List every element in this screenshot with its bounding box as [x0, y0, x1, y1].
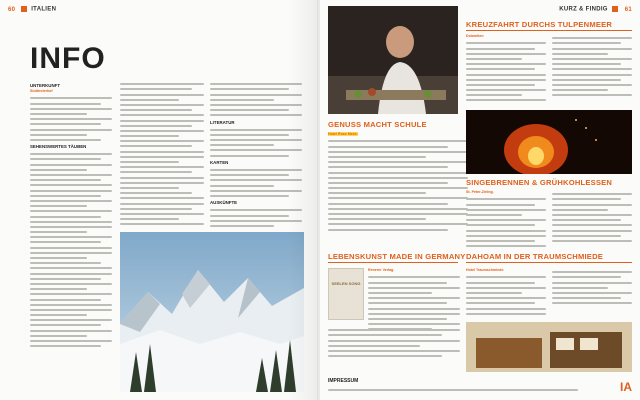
crevasse-text-2	[552, 34, 632, 99]
crevasse-title: KREUZFAHRT DURCHS TULPENMEER	[466, 20, 613, 29]
right-page	[320, 0, 640, 400]
page-number-right: 61	[624, 6, 632, 13]
home-lead: Hotel Traumschmiede.	[466, 268, 505, 272]
info-column-1	[30, 80, 112, 350]
life-text	[368, 268, 460, 333]
fire-text-2	[552, 190, 632, 245]
heading-unterkunft: UNTERKUNFT	[30, 83, 60, 88]
left-header	[8, 6, 56, 15]
school-title: GENUSS MACHT SCHULE	[328, 120, 427, 129]
left-page	[0, 0, 318, 400]
info-column-2	[120, 80, 204, 228]
section-square-icon	[612, 6, 618, 12]
mountain-photo	[120, 232, 304, 392]
crevasse-text-1	[466, 34, 546, 105]
impressum-text	[328, 386, 578, 394]
lead-suedtirolerhof: Südtirolerhof	[30, 89, 53, 93]
right-header	[559, 6, 632, 15]
life-lead: Renerer Verlag.	[368, 268, 395, 272]
section-label: ITALIEN	[31, 6, 57, 13]
home-text-2	[552, 268, 632, 308]
life-text-2	[328, 326, 460, 360]
section-square-icon	[21, 6, 27, 12]
chef-photo	[328, 6, 458, 114]
heading-karten: KARTEN	[210, 159, 229, 165]
home-text-1	[466, 268, 546, 318]
fire-lead: St. Peter-Zirling.	[466, 190, 494, 194]
heading-auskuenfte: AUSKÜNFTE	[210, 200, 238, 206]
school-lead: Hotel Rose Mesé.	[328, 132, 358, 136]
crevasse-lead: Dolomiten	[466, 34, 484, 38]
page-title: INFO	[30, 42, 106, 75]
school-text	[328, 132, 468, 234]
book-title: SEELEN SONG	[331, 281, 361, 286]
heading-sehenswertes: SEHENSWERTES TÄUBEN	[30, 144, 87, 150]
magazine-logo: IA	[620, 380, 632, 394]
home-title: DAHOAM IN DER TRAUMSCHMIEDE	[466, 252, 604, 261]
fire-title: SINGEBRENNEN & GRÜHKOHLESSEN	[466, 178, 613, 187]
impressum-heading: IMPRESSUM	[328, 378, 359, 384]
section-label-right: KURZ & FINDIG	[559, 6, 608, 13]
heading-literatur: LITERATUR	[210, 119, 235, 125]
hotel-photo	[466, 322, 632, 372]
fire-photo	[466, 110, 632, 174]
book-cover	[328, 268, 364, 320]
life-title: LEBENSKUNST MADE IN GERMANY	[328, 252, 466, 261]
fire-text-1	[466, 190, 546, 250]
page-number: 60	[8, 6, 16, 13]
